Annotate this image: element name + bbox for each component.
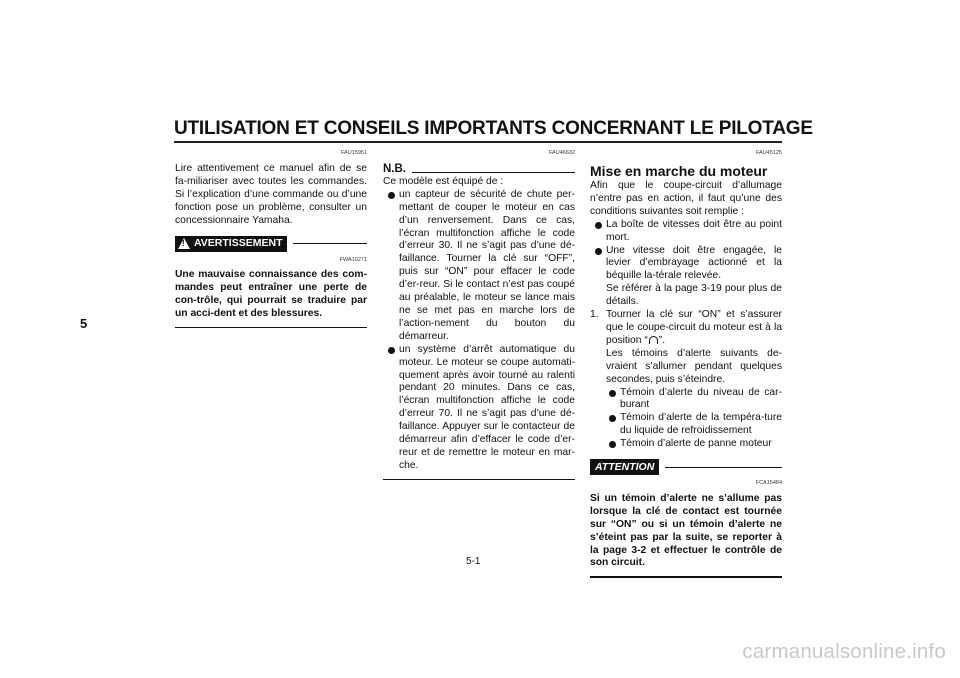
warning-end-rule <box>175 327 367 328</box>
bullet-icon <box>609 415 616 422</box>
warning-triangle-icon: ! <box>178 238 190 249</box>
section-intro: Afin que le coupe-circuit d’allumage n’entre pas en action, il faut qu’une des conditions suivantes soit remplie : <box>590 180 782 217</box>
list-item-text: Témoin d’alerte de panne moteur <box>620 438 772 450</box>
section-title: Mise en marche du moteur <box>590 163 768 179</box>
attention-header <box>590 459 782 475</box>
bullet-icon <box>609 441 616 448</box>
step-item <box>590 309 782 348</box>
list-item <box>590 219 782 245</box>
bullet-icon <box>595 222 602 229</box>
bullet-icon <box>388 347 395 354</box>
column-3 <box>590 150 782 578</box>
list-item <box>590 412 782 438</box>
list-item <box>383 189 575 344</box>
list-item-text: un capteur de sécurité de chute per-mettant de couper le moteur en cas d’un renversement. Dans ce cas, l’écran multifonction affiche le code d’erreur 30. Il ne s’agit pas d’une dé-faillance. Tourner la clé sur “OFF”, puis sur “ON” pour effacer le code d’er-reur. Si le contact n’est pas coupé au préalable, le moteur se lance mais ne se met pas en marche lors de l’action-nement du bouton du démarreur. <box>399 188 575 342</box>
attention-rule <box>665 467 782 468</box>
warning-rule <box>293 243 367 244</box>
list-item <box>590 387 782 413</box>
list-item-text: La boîte de vitesses doit être au point mort. <box>606 218 782 243</box>
attention-end-rule <box>590 576 782 578</box>
warning-header <box>175 236 367 252</box>
step-note: Les témoins d’alerte suivants de-vraient s’allumer pendant quelques secondes, puis s’éteindre. <box>606 347 782 385</box>
list-item <box>590 438 782 451</box>
warning-badge <box>175 236 287 252</box>
bullet-icon <box>388 192 395 199</box>
warning-label: AVERTISSEMENT <box>194 237 283 250</box>
bullet-icon <box>595 248 602 255</box>
bullet-note: Se référer à la page 3-19 pour plus de détails. <box>606 283 782 308</box>
reference-code: FAU46632 <box>549 150 575 156</box>
step-number: 1. <box>590 309 599 321</box>
attention-badge: ATTENTION <box>590 459 659 475</box>
watermark: carmanualsonline.info <box>742 640 946 663</box>
attention-text: Si un témoin d’alerte ne s’allume pas lorsque la clé de contact est tournée sur “ON” ou si un témoin d’alerte ne s’éteint pas par la suite, se reporter à la page 3-2 et effectuer le contrôle de son circuit. <box>590 492 782 569</box>
attention-code: FCA15484 <box>755 480 782 487</box>
note-intro: Ce modèle est équipé de : <box>383 175 504 187</box>
column-1 <box>175 150 367 328</box>
engine-run-switch-icon <box>649 336 658 344</box>
list-item <box>590 245 782 284</box>
title-rule <box>174 141 782 143</box>
chapter-tab: 5 <box>80 316 88 331</box>
list-item-text: Témoin d’alerte de la tempéra-ture du liquide de refroidissement <box>620 412 782 437</box>
page-title: UTILISATION ET CONSEILS IMPORTANTS CONCERNANT LE PILOTAGE <box>174 118 813 139</box>
reference-code: FAU15951 <box>341 150 367 156</box>
warning-text: Une mauvaise connaissance des com-mandes peut entraîner une perte de con-trôle, qui pourrait se traduire par un acci-dent et des blessures. <box>175 269 367 320</box>
list-item-text: Une vitesse doit être engagée, le levier d’embrayage actionné et la béquille la-térale relevée. <box>606 244 782 282</box>
list-item-text: Témoin d’alerte du niveau de car-burant <box>620 386 782 411</box>
list-item <box>383 344 575 473</box>
step-text-a: Tourner la clé sur “ON” et s’assurer que le coupe-circuit du moteur est à la position “ <box>606 309 782 346</box>
step-text-b: ”. <box>658 334 666 346</box>
reference-code: FAU45125 <box>756 150 782 156</box>
column-2 <box>383 150 575 480</box>
note-label: N.B. <box>383 163 406 175</box>
bullet-icon <box>609 390 616 397</box>
warning-code: FWA10271 <box>339 256 367 263</box>
note-end-rule <box>383 479 575 480</box>
page-number: 5-1 <box>466 556 481 567</box>
note-header <box>383 163 575 176</box>
intro-paragraph: Lire attentivement ce manuel afin de se fa-miliariser avec toutes les commandes. Si l’explication d’une commande ou d’une fonction pose un problème, consulter un concessionnaire Yamaha. <box>175 163 367 226</box>
note-rule <box>412 172 575 173</box>
list-item-text: un système d’arrêt automatique du moteur. Le moteur se coupe automati-quement après avoir tourné au ralenti pendant 20 minutes. Dans ce cas, l’écran multifonction affiche le code d’erreur 70. Il ne s’agit pas d’une dé-faillance. Appuyer sur le contacteur de démarreur afin d’effacer le code d’er-reur et de remettre le moteur en mar-che. <box>399 343 575 471</box>
